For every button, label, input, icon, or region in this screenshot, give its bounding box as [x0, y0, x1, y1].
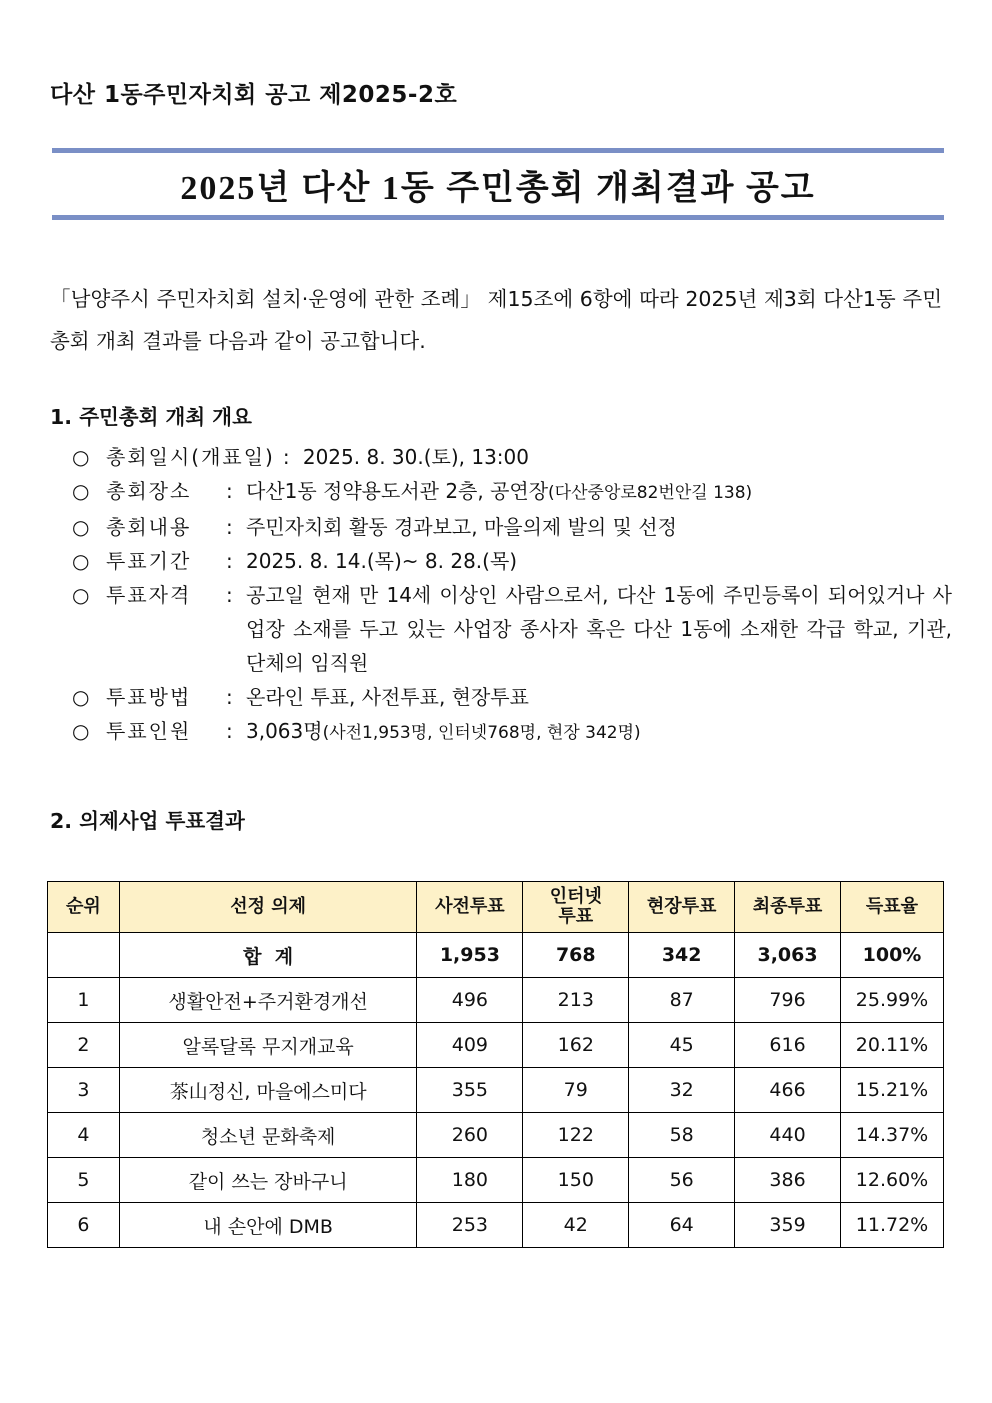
item-value-main: 3,063명 — [246, 719, 323, 743]
circle-bullet-icon: ○ — [72, 583, 90, 607]
item-colon: : — [226, 479, 233, 503]
item-value: 공고일 현재 만 14세 이상인 사람으로서, 다산 1동에 주민등록이 되어있거나 사업장 소재를 두고 있는 사업장 종사자 혹은 다산 1동에 소재한 각급 학교, 기관, 단체의 임직원 — [246, 583, 952, 675]
circle-bullet-icon: ○ — [72, 515, 90, 539]
document-title: 2025년 다산 1동 주민총회 개최결과 공고 — [180, 169, 816, 207]
cell-agenda: 알록달록 무지개교육 — [119, 1023, 417, 1068]
cell-pre: 1,953 — [417, 933, 523, 978]
item-colon: : — [226, 549, 233, 573]
results-table — [47, 881, 944, 1248]
cell-rate: 15.21% — [841, 1068, 944, 1113]
overview-item — [72, 474, 952, 510]
cell-rank — [48, 933, 120, 978]
item-label: 투표기간 — [106, 549, 192, 573]
cell-rank: 3 — [48, 1068, 120, 1113]
circle-bullet-icon: ○ — [72, 549, 90, 573]
item-colon: : — [226, 719, 233, 743]
item-colon: : — [226, 685, 233, 709]
overview-item — [72, 680, 952, 714]
table-header-row — [48, 882, 944, 933]
cell-rank: 1 — [48, 978, 120, 1023]
cell-onsite: 87 — [629, 978, 735, 1023]
item-value — [246, 714, 952, 750]
cell-online: 79 — [523, 1068, 629, 1113]
cell-final: 359 — [735, 1203, 841, 1248]
column-header-final-vote: 최종투표 — [735, 882, 841, 933]
item-value: 온라인 투표, 사전투표, 현장투표 — [246, 685, 529, 709]
item-value-main: 다산1동 정약용도서관 2층, 공연장 — [246, 479, 549, 503]
cell-online: 213 — [523, 978, 629, 1023]
cell-online: 150 — [523, 1158, 629, 1203]
cell-rate: 20.11% — [841, 1023, 944, 1068]
item-label: 투표자격 — [106, 583, 192, 607]
column-header-agenda: 선정 의제 — [119, 882, 417, 933]
item-label: 총회내용 — [106, 515, 192, 539]
column-header-pre-vote: 사전투표 — [417, 882, 523, 933]
item-label: 투표인원 — [106, 719, 192, 743]
overview-item — [72, 578, 952, 680]
cell-rate: 100% — [841, 933, 944, 978]
item-value — [246, 474, 952, 510]
column-header-onsite-vote: 현장투표 — [629, 882, 735, 933]
item-label: 총회장소 — [106, 479, 192, 503]
cell-rank: 5 — [48, 1158, 120, 1203]
item-label: 투표방법 — [106, 685, 192, 709]
cell-rank: 4 — [48, 1113, 120, 1158]
cell-agenda: 같이 쓰는 장바구니 — [119, 1158, 417, 1203]
circle-bullet-icon: ○ — [72, 479, 90, 503]
overview-item — [72, 544, 952, 578]
cell-final: 386 — [735, 1158, 841, 1203]
overview-item — [72, 440, 952, 474]
cell-final: 796 — [735, 978, 841, 1023]
document-number: 다산 1동주민자치회 공고 제2025-2호 — [50, 82, 458, 108]
cell-agenda: 합 계 — [119, 933, 417, 978]
column-header-vote-rate: 득표율 — [841, 882, 944, 933]
cell-online: 768 — [523, 933, 629, 978]
cell-final: 466 — [735, 1068, 841, 1113]
section2-heading: 2. 의제사업 투표결과 — [50, 809, 245, 833]
column-header-online-vote: 인터넷 투표 — [523, 882, 629, 933]
cell-pre: 355 — [417, 1068, 523, 1113]
cell-agenda: 생활안전+주거환경개선 — [119, 978, 417, 1023]
title-banner — [52, 148, 944, 220]
cell-onsite: 56 — [629, 1158, 735, 1203]
table-row — [48, 1203, 944, 1248]
cell-online: 122 — [523, 1113, 629, 1158]
item-value: 2025. 8. 14.(목)~ 8. 28.(목) — [246, 549, 518, 573]
overview-list — [72, 440, 952, 750]
overview-item — [72, 714, 952, 750]
section1-heading: 1. 주민총회 개최 개요 — [50, 405, 252, 429]
item-colon: : — [226, 515, 233, 539]
cell-rate: 12.60% — [841, 1158, 944, 1203]
table-row — [48, 1068, 944, 1113]
table-row — [48, 1023, 944, 1068]
cell-onsite: 32 — [629, 1068, 735, 1113]
cell-online: 162 — [523, 1023, 629, 1068]
cell-rate: 25.99% — [841, 978, 944, 1023]
cell-onsite: 64 — [629, 1203, 735, 1248]
item-value: 2025. 8. 30.(토), 13:00 — [302, 445, 529, 469]
item-label: 총회일시(개표일) — [106, 445, 275, 469]
cell-pre: 253 — [417, 1203, 523, 1248]
intro-paragraph: 「남양주시 주민자치회 설치·운영에 관한 조례」 제15조에 6항에 따라 2025년 제3회 다산1동 주민총회 개최 결과를 다음과 같이 공고합니다. — [50, 287, 942, 353]
cell-onsite: 45 — [629, 1023, 735, 1068]
cell-rate: 11.72% — [841, 1203, 944, 1248]
table-row — [48, 1113, 944, 1158]
cell-onsite: 58 — [629, 1113, 735, 1158]
circle-bullet-icon: ○ — [72, 719, 90, 743]
table-row — [48, 978, 944, 1023]
cell-rate: 14.37% — [841, 1113, 944, 1158]
cell-pre: 496 — [417, 978, 523, 1023]
table-total-row — [48, 933, 944, 978]
cell-final: 616 — [735, 1023, 841, 1068]
cell-agenda: 茶山정신, 마을에스미다 — [119, 1068, 417, 1113]
item-colon: : — [282, 445, 290, 469]
cell-pre: 180 — [417, 1158, 523, 1203]
cell-final: 440 — [735, 1113, 841, 1158]
overview-item — [72, 510, 952, 544]
cell-rank: 2 — [48, 1023, 120, 1068]
cell-rank: 6 — [48, 1203, 120, 1248]
cell-onsite: 342 — [629, 933, 735, 978]
cell-pre: 409 — [417, 1023, 523, 1068]
item-value-note: (다산중앙로82번안길 138) — [548, 483, 753, 503]
column-header-rank: 순위 — [48, 882, 120, 933]
circle-bullet-icon: ○ — [72, 445, 90, 469]
item-value: 주민자치회 활동 경과보고, 마을의제 발의 및 선정 — [246, 515, 677, 539]
cell-online: 42 — [523, 1203, 629, 1248]
item-value-note: (사전1,953명, 인터넷768명, 현장 342명) — [322, 723, 641, 743]
item-colon: : — [226, 583, 233, 607]
cell-agenda: 청소년 문화축제 — [119, 1113, 417, 1158]
cell-agenda: 내 손안에 DMB — [119, 1203, 417, 1248]
circle-bullet-icon: ○ — [72, 685, 90, 709]
cell-final: 3,063 — [735, 933, 841, 978]
cell-pre: 260 — [417, 1113, 523, 1158]
table-row — [48, 1158, 944, 1203]
